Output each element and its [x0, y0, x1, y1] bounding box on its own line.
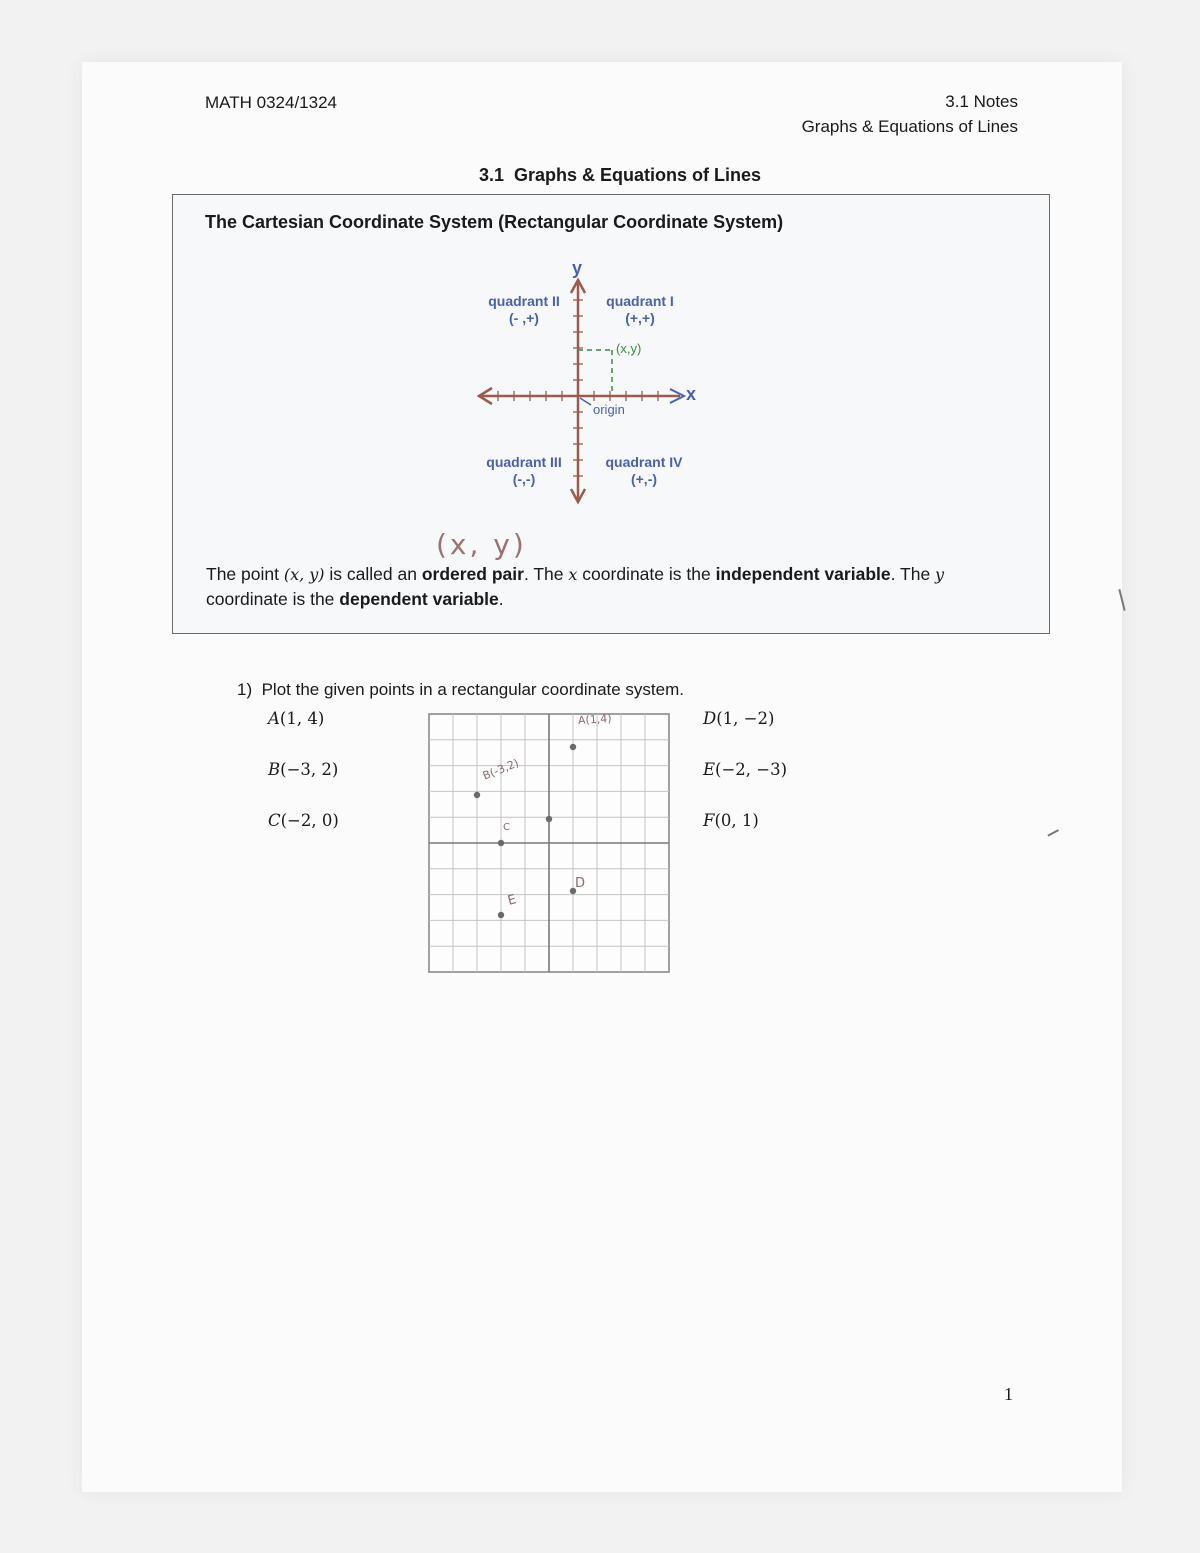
para-text-1: The point — [206, 564, 284, 584]
quadrant-4-signs: (+,-) — [630, 471, 658, 487]
quadrant-2-label — [478, 293, 570, 327]
point-b-coords: (−3, 2) — [280, 760, 339, 779]
point-a-coords: (1, 4) — [279, 709, 325, 728]
quadrant-4-label — [594, 454, 694, 488]
ordered-pair-paragraph — [206, 562, 1026, 611]
point-f-coords: (0, 1) — [714, 811, 759, 830]
point-d-coords: (1, −2) — [716, 709, 775, 728]
point-b-name: B — [268, 760, 281, 779]
problem-1-statement — [237, 680, 684, 700]
quadrant-1-label — [594, 293, 686, 327]
quadrant-3-label — [474, 454, 574, 488]
para-text-3: . The — [523, 564, 569, 584]
point-c-name: C — [268, 811, 281, 830]
plot-grid[interactable] — [427, 712, 671, 974]
course-code: MATH 0324/1324 — [205, 93, 337, 112]
plotted-point-a — [570, 744, 576, 750]
point-b — [268, 760, 338, 779]
point-c — [268, 811, 339, 830]
para-x: x — [568, 565, 578, 584]
quadrant-3-signs: (-,-) — [512, 471, 536, 487]
point-d-name: D — [703, 709, 717, 728]
term-ordered-pair: ordered pair — [421, 564, 524, 584]
para-text-2: is called an — [324, 564, 422, 584]
point-f — [703, 811, 759, 830]
point-f-name: F — [703, 811, 715, 830]
quadrant-2-name: quadrant II — [488, 293, 560, 309]
term-independent-variable: independent variable — [715, 564, 891, 584]
para-text-7: . — [498, 589, 504, 609]
point-a — [268, 709, 324, 728]
origin-label: origin — [593, 402, 625, 417]
plotted-point-e — [498, 912, 504, 918]
para-text-4: coordinate is the — [577, 564, 716, 584]
y-axis-label: y — [572, 258, 583, 278]
para-text-6: coordinate is the — [206, 589, 340, 609]
point-c-coords: (−2, 0) — [280, 811, 339, 830]
problem-text: Plot the given points in a rectangular coordinate system. — [261, 680, 684, 699]
plotted-point-c — [498, 840, 504, 846]
point-e — [703, 760, 787, 779]
page-number: 1 — [1004, 1384, 1013, 1404]
point-e-name: E — [703, 760, 716, 779]
grid-label-b: B(-3,2) — [480, 756, 521, 783]
point-xy-label: (x,y) — [616, 341, 642, 356]
notes-title: Graphs & Equations of Lines — [801, 117, 1018, 136]
problem-number: 1) — [237, 680, 253, 699]
para-point: (x, y) — [283, 565, 325, 584]
section-title: 3.1 Graphs & Equations of Lines — [478, 165, 762, 185]
plotted-point-f — [546, 816, 552, 822]
quadrant-2-signs: (- ,+) — [509, 310, 539, 326]
x-axis-label: x — [686, 384, 697, 404]
quadrant-4-name: quadrant IV — [605, 454, 683, 470]
grid-label-d: D — [575, 876, 586, 891]
handwritten-ordered-pair: (x, y) — [436, 528, 527, 561]
grid-label-a: A(1,4) — [577, 711, 613, 728]
term-dependent-variable: dependent variable — [339, 589, 499, 609]
point-d — [703, 709, 774, 728]
para-y: y — [935, 565, 945, 584]
quadrant-3-name: quadrant III — [486, 454, 562, 470]
para-text-5: . The — [890, 564, 936, 584]
box-title: The Cartesian Coordinate System (Rectangular Coordinate System) — [205, 212, 784, 232]
grid-label-c: C — [503, 822, 510, 833]
point-a-name: A — [268, 709, 280, 728]
point-e-coords: (−2, −3) — [715, 760, 788, 779]
quadrant-1-name: quadrant I — [606, 293, 674, 309]
origin-pointer — [580, 398, 591, 405]
plotted-point-b — [474, 792, 480, 798]
grid-label-e: E — [506, 892, 519, 909]
quadrant-1-signs: (+,+) — [625, 310, 655, 326]
notes-number: 3.1 Notes — [945, 92, 1018, 111]
